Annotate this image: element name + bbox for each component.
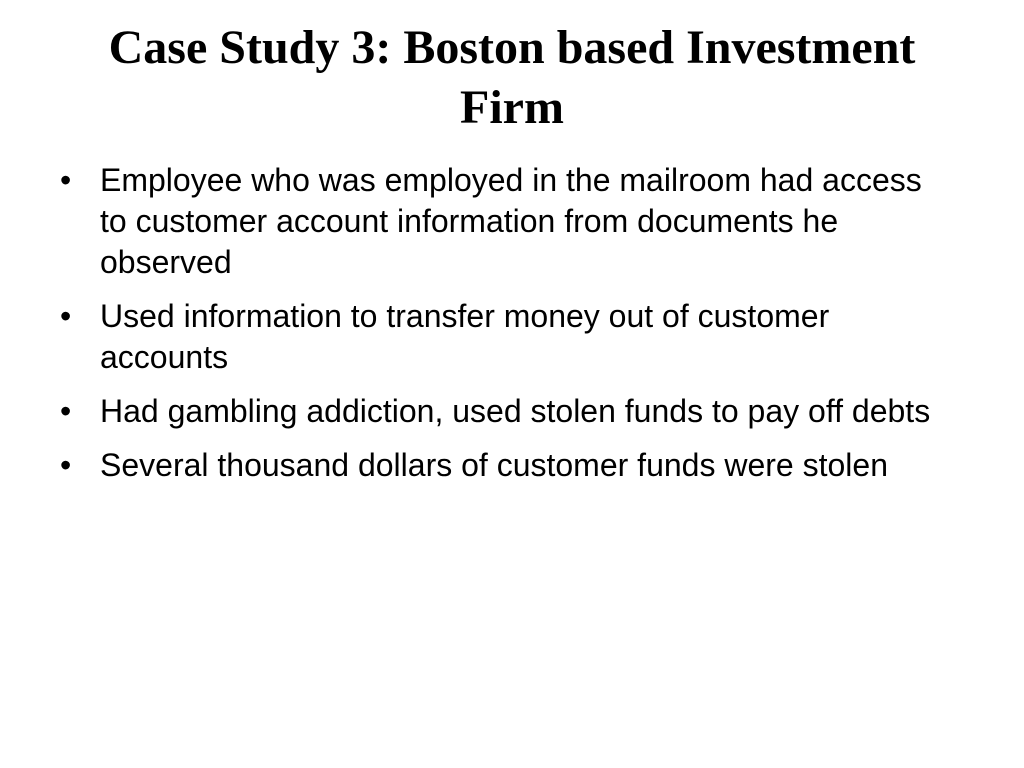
bullet-item <box>56 445 956 486</box>
bullet-text: Used information to transfer money out of customer accounts <box>100 298 830 375</box>
bullet-icon: • <box>60 298 72 334</box>
bullet-item <box>56 160 956 283</box>
bullet-list <box>56 160 956 499</box>
bullet-text: Employee who was employed in the mailroom had access to customer account information from documents he observed <box>100 162 922 280</box>
bullet-item <box>56 296 956 378</box>
bullet-icon: • <box>60 447 72 483</box>
bullet-text: Several thousand dollars of customer funds were stolen <box>100 447 888 483</box>
bullet-icon: • <box>60 393 72 429</box>
bullet-icon: • <box>60 162 72 198</box>
bullet-item <box>56 391 956 432</box>
bullet-text: Had gambling addiction, used stolen funds to pay off debts <box>100 393 931 429</box>
slide-title: Case Study 3: Boston based Investment Firm <box>108 21 916 134</box>
